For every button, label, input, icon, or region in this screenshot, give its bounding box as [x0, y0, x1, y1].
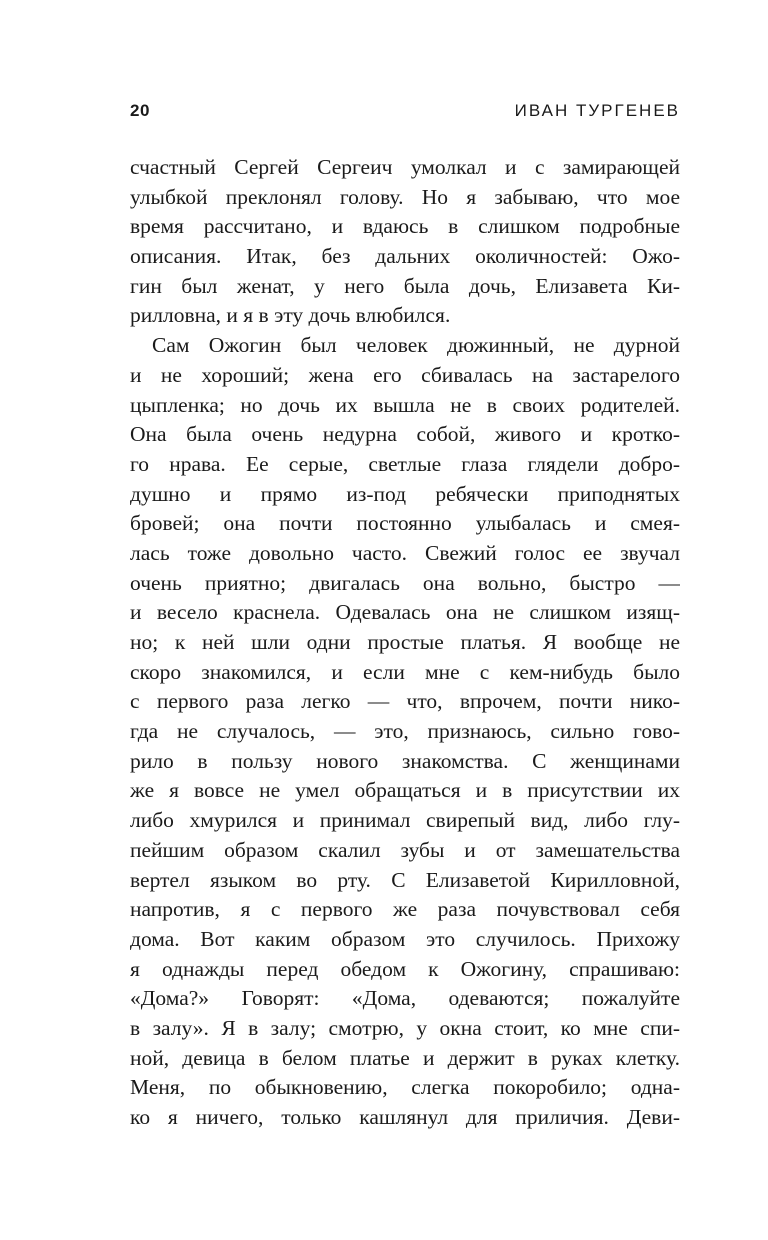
- body-text: [130, 153, 680, 1133]
- text-line: ной, девица в белом платье и держит в руках клетку.: [130, 1045, 680, 1070]
- text-line: Она была очень недурна собой, живого и кротко-: [130, 422, 680, 447]
- text-line: Меня, по обыкновению, слегка покоробило; одна-: [130, 1075, 680, 1100]
- text-line: с первого раза легко — что, впрочем, почти нико-: [130, 689, 680, 714]
- text-line: время рассчитано, и вдаюсь в слишком подробные: [130, 214, 680, 239]
- text-line: рилловна, и я в эту дочь влюбился.: [130, 303, 451, 328]
- text-line: либо хмурился и принимал свирепый вид, либо глу-: [130, 808, 680, 833]
- text-line: пейшим образом скалил зубы и от замешательства: [130, 837, 680, 862]
- text-line: цыпленка; но дочь их вышла не в своих родителей.: [130, 392, 680, 417]
- text-line: душно и прямо из-под ребячески приподнятых: [130, 481, 680, 506]
- text-line: улыбкой преклонял голову. Но я забываю, что мое: [130, 184, 680, 209]
- page-number: 20: [130, 101, 150, 120]
- text-line: в залу». Я в залу; смотрю, у окна стоит, ко мне спи-: [130, 1015, 680, 1040]
- text-line: описания. Итак, без дальних околичностей: Ожо-: [130, 244, 680, 269]
- running-head: [130, 98, 680, 124]
- text-line: «Дома?» Говорят: «Дома, одеваются; пожалуйте: [130, 986, 680, 1011]
- paragraph-start-line: Сам Ожогин был человек дюжинный, не дурной: [152, 333, 680, 358]
- text-line: очень приятно; двигалась она вольно, быстро —: [130, 570, 680, 595]
- running-head-author: ИВАН ТУРГЕНЕВ: [514, 101, 680, 120]
- text-line: вертел языком во рту. С Елизаветой Кирилловной,: [130, 867, 680, 892]
- text-line: скоро знакомился, и если мне с кем-нибудь было: [130, 659, 680, 684]
- text-line: бровей; она почти постоянно улыбалась и смея-: [130, 511, 680, 536]
- text-line: ко я ничего, только кашлянул для приличия. Деви-: [130, 1105, 680, 1129]
- text-line: и не хороший; жена его сбивалась на застарелого: [130, 362, 680, 387]
- text-line: го нрава. Ее серые, светлые глаза глядели добро-: [130, 451, 680, 476]
- text-line: гда не случалось, — это, признаюсь, сильно гово-: [130, 719, 680, 744]
- text-line: гин был женат, у него была дочь, Елизавета Ки-: [130, 273, 680, 298]
- text-line: напротив, я с первого же раза почувствовал себя: [130, 897, 680, 922]
- text-line: же я вовсе не умел обращаться и в присутствии их: [130, 778, 680, 803]
- text-line: дома. Вот каким образом это случилось. Прихожу: [130, 926, 680, 951]
- text-line: и весело краснела. Одевалась она не слишком изящ-: [130, 600, 680, 625]
- text-line: лась тоже довольно часто. Свежий голос ее звучал: [130, 540, 680, 565]
- text-line: я однажды перед обедом к Ожогину, спрашиваю:: [130, 956, 680, 981]
- text-line: счастный Сергей Сергеич умолкал и с замирающей: [130, 155, 680, 179]
- text-line: но; к ней шли одни простые платья. Я вообще не: [130, 630, 680, 654]
- text-line: рило в пользу нового знакомства. С женщинами: [130, 748, 680, 773]
